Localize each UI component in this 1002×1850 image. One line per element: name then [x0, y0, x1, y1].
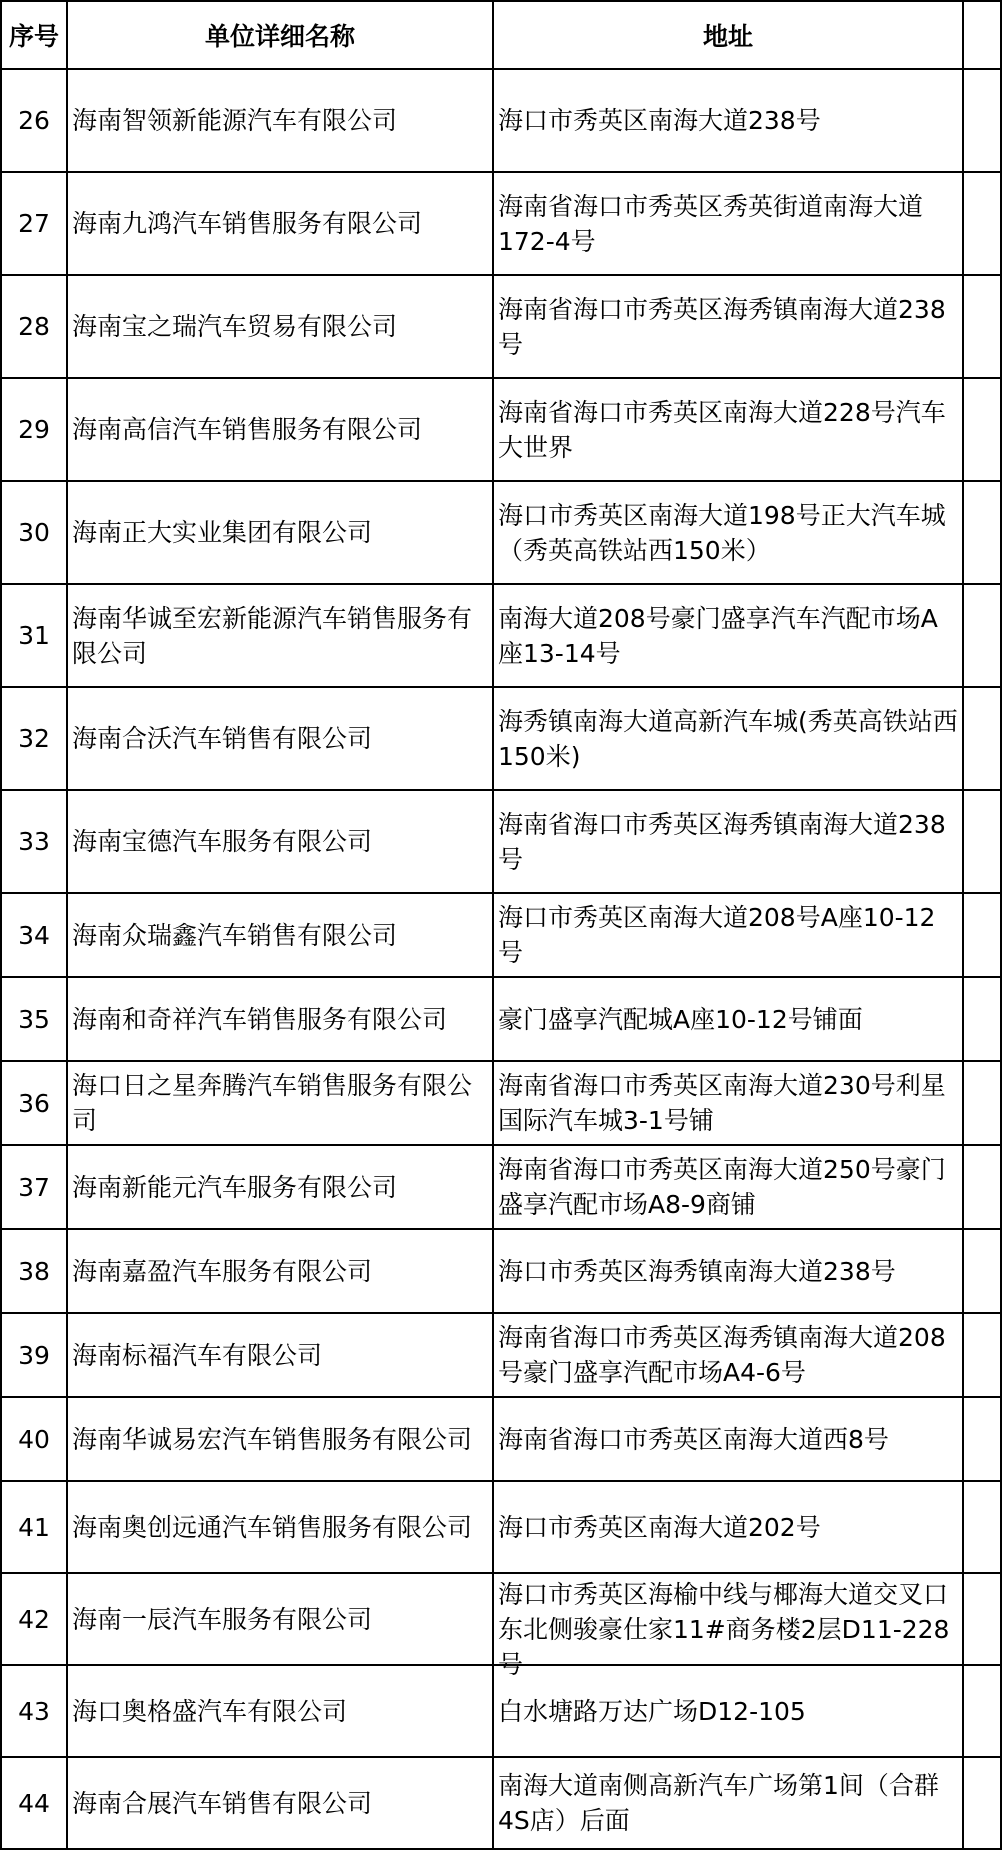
company-name: 海南华诚至宏新能源汽车销售服务有限公司: [67, 584, 493, 687]
company-address: 海南省海口市秀英区秀英街道南海大道172-4号: [493, 172, 963, 275]
company-name: 海南宝之瑞汽车贸易有限公司: [67, 275, 493, 378]
company-address: 海南省海口市秀英区南海大道228号汽车大世界: [493, 378, 963, 481]
extra-cell: [963, 172, 1001, 275]
extra-cell: [963, 1061, 1001, 1145]
table-row: [1, 1573, 1001, 1665]
company-name: 海南合展汽车销售有限公司: [67, 1757, 493, 1849]
row-index: 27: [1, 172, 67, 275]
row-index: 33: [1, 790, 67, 893]
company-address: [493, 1573, 963, 1679]
company-address: 海口市秀英区南海大道238号: [493, 69, 963, 172]
row-index: 38: [1, 1229, 67, 1313]
row-index: 37: [1, 1145, 67, 1229]
header-row: [1, 1, 1001, 69]
company-address-text: 海口市秀英区海榆中线与椰海大道交叉口东北侧骏豪仕家11#商务楼2层D11-228号: [498, 1580, 950, 1679]
extra-cell: [963, 1573, 1001, 1665]
row-index: 32: [1, 687, 67, 790]
company-address: 海口市秀英区南海大道198号正大汽车城（秀英高铁站西150米）: [493, 481, 963, 584]
company-address: 海口市秀英区海秀镇南海大道238号: [493, 1229, 963, 1313]
extra-cell: [963, 1665, 1001, 1757]
table-row: [1, 1313, 1001, 1397]
extra-cell: [963, 893, 1001, 977]
table-row: [1, 172, 1001, 275]
extra-cell: [963, 977, 1001, 1061]
company-name: 海南标福汽车有限公司: [67, 1313, 493, 1397]
extra-cell: [963, 481, 1001, 584]
company-name: 海南高信汽车销售服务有限公司: [67, 378, 493, 481]
row-index: 39: [1, 1313, 67, 1397]
header-address: 地址: [493, 1, 963, 69]
row-index: 34: [1, 893, 67, 977]
row-index: 44: [1, 1757, 67, 1849]
company-name: 海南华诚易宏汽车销售服务有限公司: [67, 1397, 493, 1481]
company-name: 海南和奇祥汽车销售服务有限公司: [67, 977, 493, 1061]
company-name: 海南嘉盈汽车服务有限公司: [67, 1229, 493, 1313]
row-index: 28: [1, 275, 67, 378]
row-index: 26: [1, 69, 67, 172]
extra-cell: [963, 275, 1001, 378]
company-address: 海南省海口市秀英区海秀镇南海大道238号: [493, 275, 963, 378]
table-row: [1, 790, 1001, 893]
row-index: 43: [1, 1665, 67, 1757]
company-address: 海南省海口市秀英区海秀镇南海大道208号豪门盛享汽配市场A4-6号: [493, 1313, 963, 1397]
header-name: 单位详细名称: [67, 1, 493, 69]
row-index: 41: [1, 1481, 67, 1573]
extra-cell: [963, 1757, 1001, 1849]
table-row: [1, 893, 1001, 977]
company-name: 海南九鸿汽车销售服务有限公司: [67, 172, 493, 275]
company-name: 海口奥格盛汽车有限公司: [67, 1665, 493, 1757]
company-address: 海南省海口市秀英区南海大道230号利星国际汽车城3-1号铺: [493, 1061, 963, 1145]
company-address: 南海大道南侧高新汽车广场第1间（合群4S店）后面: [493, 1757, 963, 1849]
company-name: 海南新能元汽车服务有限公司: [67, 1145, 493, 1229]
extra-cell: [963, 1313, 1001, 1397]
extra-cell: [963, 1145, 1001, 1229]
extra-cell: [963, 1229, 1001, 1313]
row-index: 42: [1, 1573, 67, 1665]
company-address: 豪门盛享汽配城A座10-12号铺面: [493, 977, 963, 1061]
table-row: [1, 687, 1001, 790]
company-name: 海南众瑞鑫汽车销售有限公司: [67, 893, 493, 977]
company-name: 海南合沃汽车销售有限公司: [67, 687, 493, 790]
row-index: 35: [1, 977, 67, 1061]
extra-cell: [963, 69, 1001, 172]
extra-cell: [963, 378, 1001, 481]
row-index: 40: [1, 1397, 67, 1481]
company-address: 海南省海口市秀英区南海大道西8号: [493, 1397, 963, 1481]
table-row: [1, 1481, 1001, 1573]
company-name: 海南奥创远通汽车销售服务有限公司: [67, 1481, 493, 1573]
company-address: 海口市秀英区南海大道202号: [493, 1481, 963, 1573]
company-address: 南海大道208号豪门盛享汽车汽配市场A座13-14号: [493, 584, 963, 687]
company-name: 海南宝德汽车服务有限公司: [67, 790, 493, 893]
company-name: 海南一辰汽车服务有限公司: [67, 1573, 493, 1665]
company-address: 白水塘路万达广场D12-105: [493, 1665, 963, 1757]
header-extra: [963, 1, 1001, 69]
table-row: [1, 584, 1001, 687]
company-address: 海南省海口市秀英区南海大道250号豪门盛享汽配市场A8-9商铺: [493, 1145, 963, 1229]
extra-cell: [963, 1397, 1001, 1481]
company-name: 海南正大实业集团有限公司: [67, 481, 493, 584]
extra-cell: [963, 584, 1001, 687]
table-row: [1, 481, 1001, 584]
row-index: 36: [1, 1061, 67, 1145]
extra-cell: [963, 1481, 1001, 1573]
table-row: [1, 69, 1001, 172]
header-index: 序号: [1, 1, 67, 69]
company-address: 海南省海口市秀英区海秀镇南海大道238号: [493, 790, 963, 893]
row-index: 30: [1, 481, 67, 584]
company-address: 海口市秀英区南海大道208号A座10-12号: [493, 893, 963, 977]
table-row: [1, 1757, 1001, 1849]
table-row: [1, 1145, 1001, 1229]
table-row: [1, 1229, 1001, 1313]
company-name: 海口日之星奔腾汽车销售服务有限公司: [67, 1061, 493, 1145]
extra-cell: [963, 790, 1001, 893]
table-row: [1, 1061, 1001, 1145]
table-row: [1, 977, 1001, 1061]
table-row: [1, 275, 1001, 378]
extra-cell: [963, 687, 1001, 790]
table-row: [1, 1397, 1001, 1481]
row-index: 29: [1, 378, 67, 481]
row-index: 31: [1, 584, 67, 687]
company-address: 海秀镇南海大道高新汽车城(秀英高铁站西150米): [493, 687, 963, 790]
company-name: 海南智领新能源汽车有限公司: [67, 69, 493, 172]
table-row: [1, 378, 1001, 481]
